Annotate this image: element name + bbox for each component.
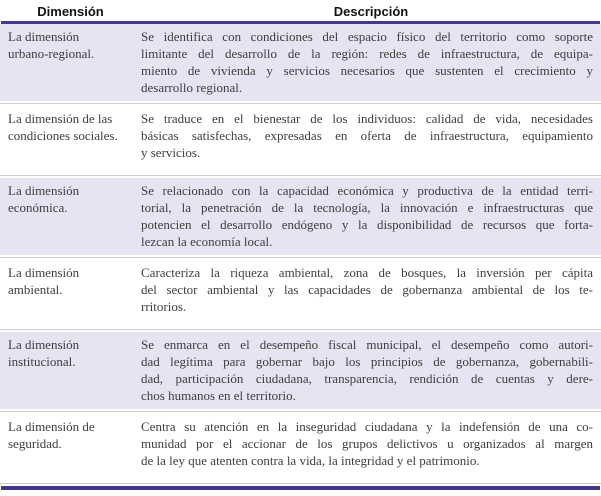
dimension-cell: La dimensión urbano-regional.: [8, 29, 95, 61]
row-divider: [0, 329, 601, 330]
column-header-dimension: Dimensión: [37, 4, 104, 19]
table-row-ambiental: [0, 260, 601, 327]
dimension-cell: La dimensión ambiental.: [8, 265, 80, 297]
table-row-urbano-regional: [0, 24, 601, 101]
row-divider: [0, 483, 601, 484]
row-divider: [0, 257, 601, 258]
table-header-row: [0, 2, 601, 21]
description-cell: Se traduce en el bienestar de los individuos: calidad de vida, necesidades básicas satisfechas, expresadas en oferta de infraestructura, equipamiento y servicios.: [141, 111, 593, 160]
row-divider: [0, 103, 601, 104]
dimension-cell: La dimensión de las condiciones sociales.: [8, 111, 118, 143]
table-row-institucional: [0, 332, 601, 409]
table-row-condiciones-sociales: [0, 106, 601, 173]
dimension-cell: La dimensión institucional.: [8, 337, 80, 369]
description-cell: Centra su atención en la inseguridad ciudadana y la indefensión de una co- munidad por el accionar de los grupos delictivos u organizados al margen de la ley que atenten contra la vida, la integridad y el patrimonio.: [141, 419, 593, 468]
column-header-descripcion: Descripción: [333, 4, 409, 19]
table-row-economica: [0, 178, 601, 255]
row-divider: [0, 411, 601, 412]
table-row-seguridad: [0, 414, 601, 481]
description-cell: Caracteriza la riqueza ambiental, zona de bosques, la inversión per cápita del sector ambiental y las capacidades de gobernanza ambiental de los te- rritorios.: [141, 265, 593, 314]
dimension-cell: La dimensión de seguridad.: [8, 419, 95, 451]
description-cell: Se enmarca en el desempeño fiscal municipal, el desempeño como autori- dad legítima para gobernar bajo los principios de gobernanza, gobernabili- dad, participación ciudadana, transparencia, rendición de cuentas y dere- chos humanos en el territorio.: [141, 337, 593, 403]
bottom-rule: [1, 486, 600, 490]
description-cell: Se identifica con condiciones del espacio físico del territorio como soporte limitante del desarrollo de la región: redes de infraestructura, de equipa- miento de vivienda y servicios necesarios que sustenten el crecimiento y desarrollo regional.: [141, 29, 593, 95]
description-cell: Se relacionado con la capacidad económica y productiva de la entidad terri- torial, la penetración de la tecnología, la innovación e infraestructuras que potencien el desarrollo endógeno y la disponibilidad de recursos que forta- lezcan la economía local.: [141, 183, 593, 249]
dimension-cell: La dimensión económica.: [8, 183, 80, 215]
row-divider: [0, 175, 601, 176]
